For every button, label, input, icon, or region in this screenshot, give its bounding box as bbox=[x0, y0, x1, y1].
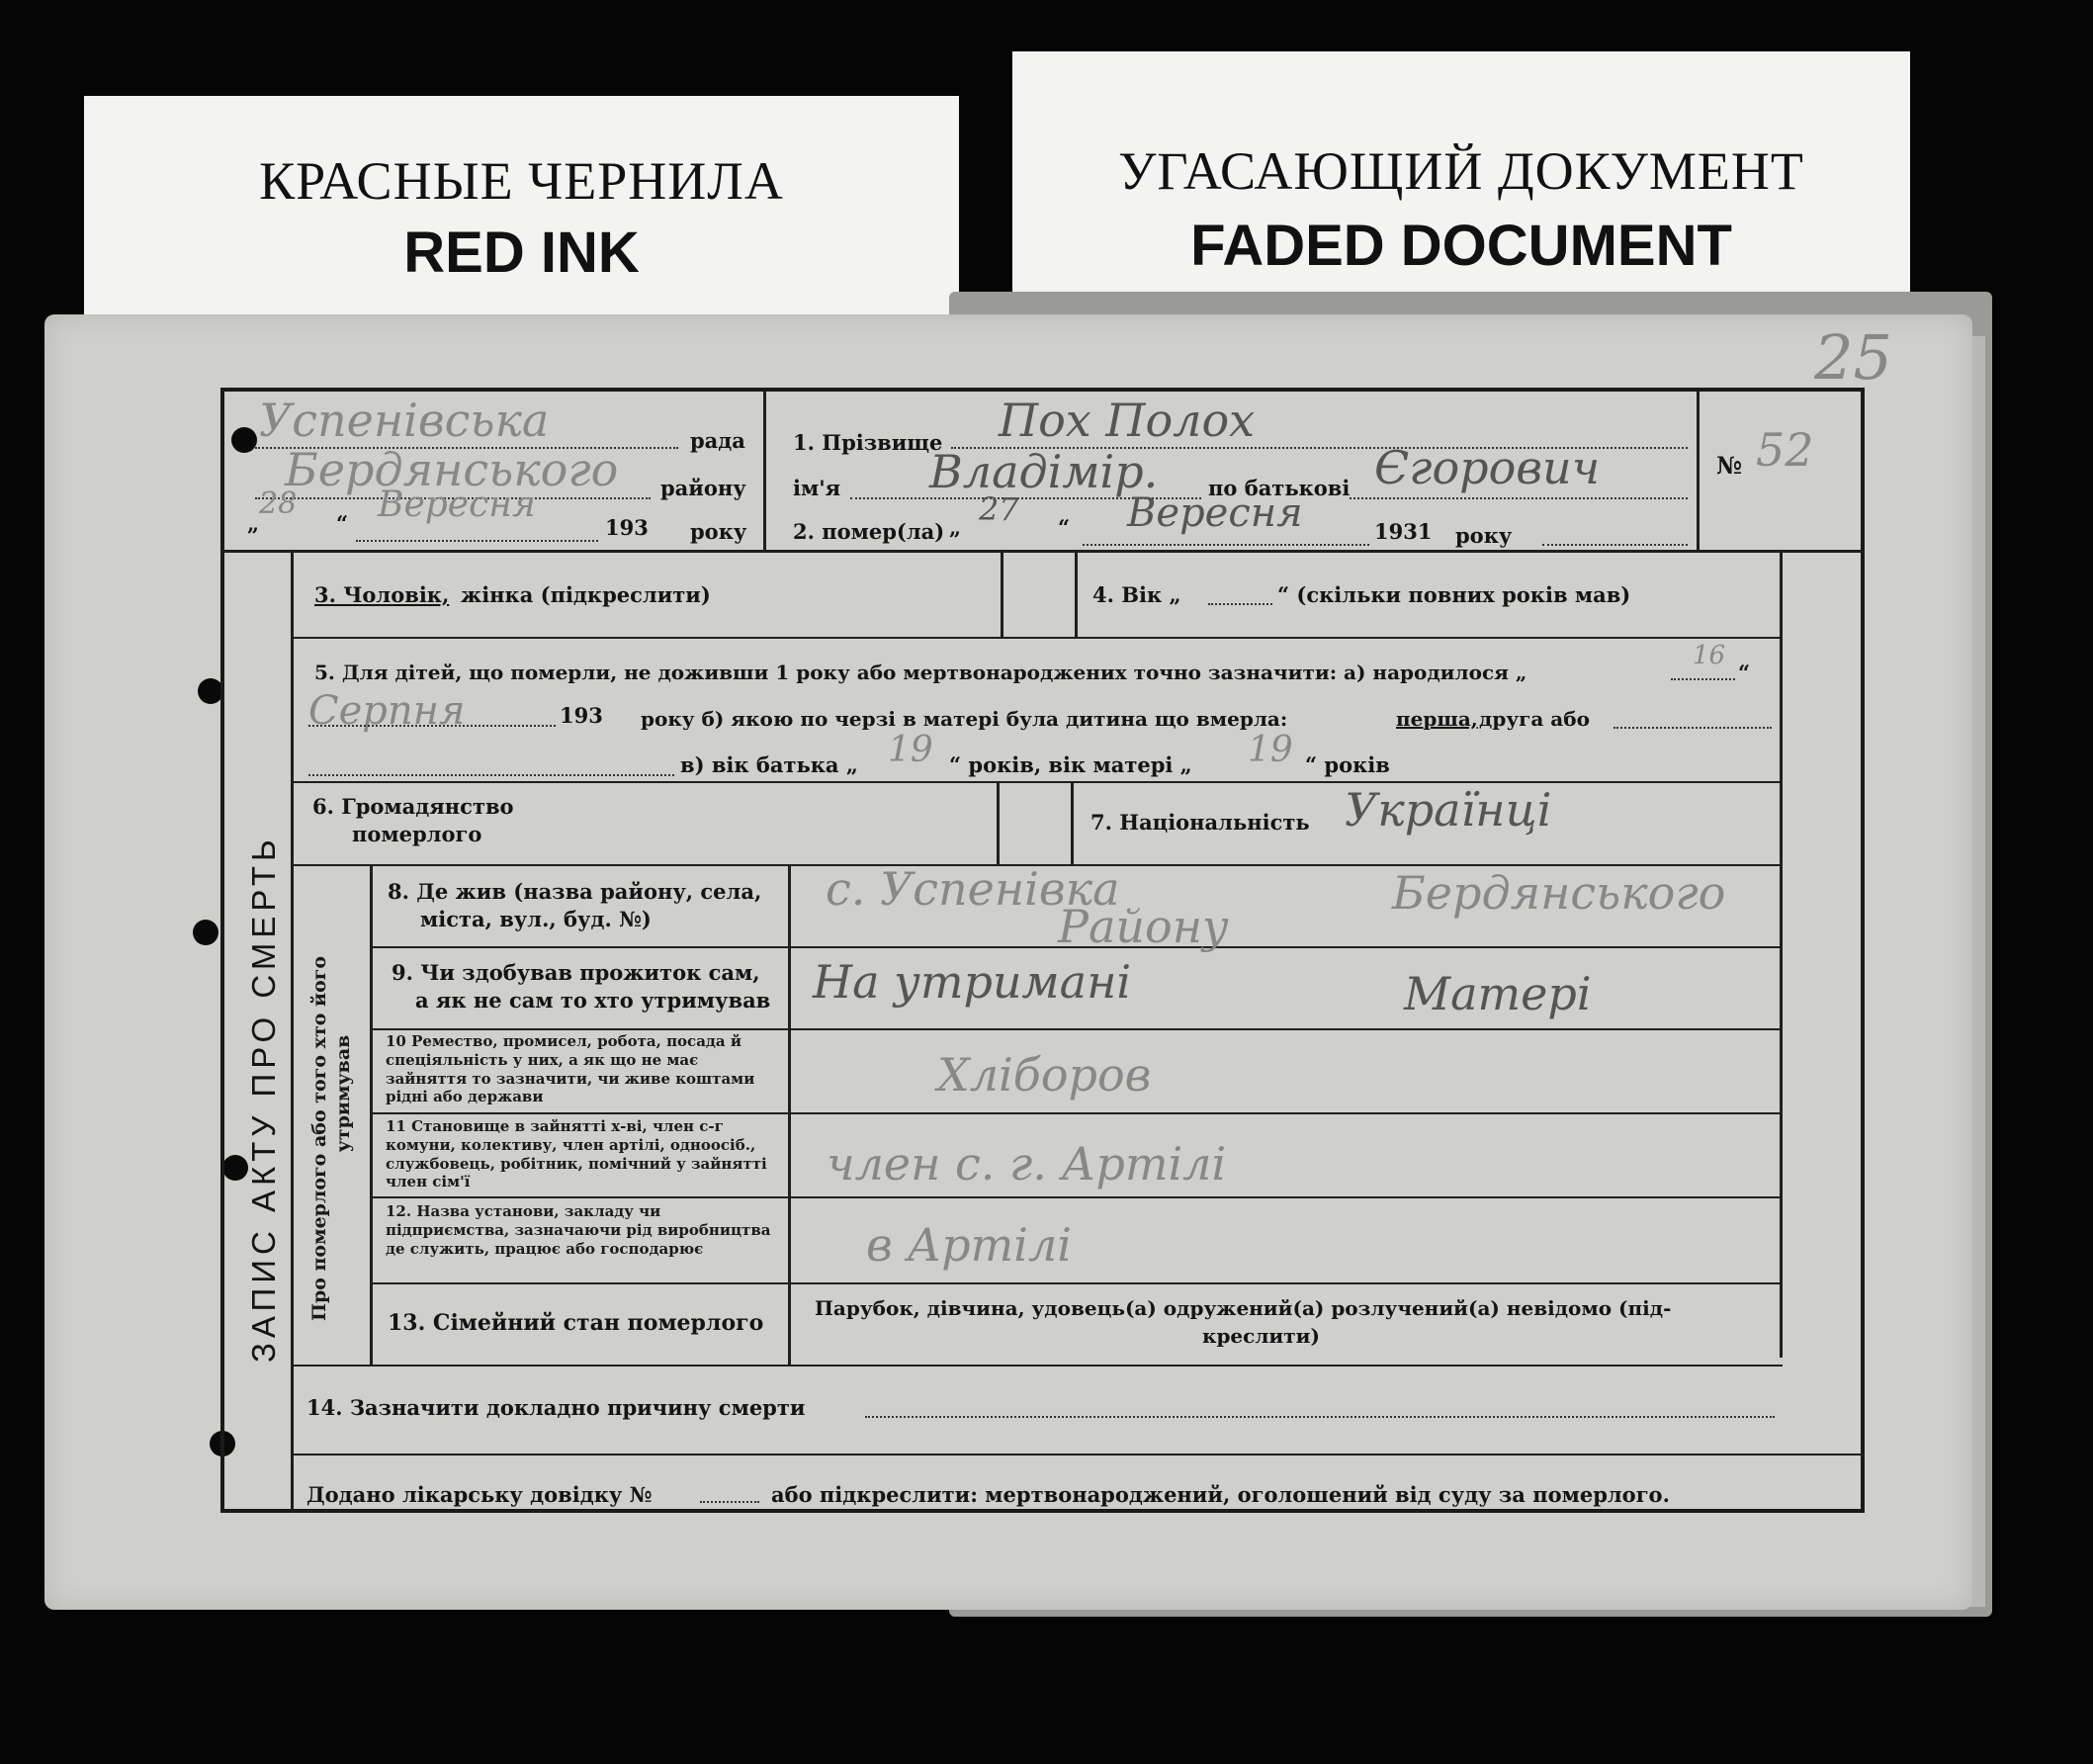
occupation-value: Хліборов bbox=[937, 1048, 1152, 1102]
died-day: 27 bbox=[979, 490, 1019, 528]
record-date-quote-open: „ bbox=[247, 511, 260, 536]
field-11-label: 11 Становище в зайнятті х-ві, член с-г комуни, колективу, член артілі, одноосіб., службовець, робітник, помічний у зайнятті член сім'ї bbox=[386, 1117, 767, 1191]
died-tail-dots bbox=[1542, 544, 1688, 546]
record-date-year-suffix: року bbox=[690, 519, 747, 544]
form-frame bbox=[220, 388, 1865, 1513]
died-year: 1931 bbox=[1374, 519, 1433, 544]
side-label-deceased-b: утримував bbox=[331, 1034, 354, 1153]
side-label-deceased-a: Про померлого або того хто його bbox=[308, 955, 330, 1321]
field-6-label-a: 6. Громадянство bbox=[312, 794, 514, 819]
residence-value-b: Бердянського bbox=[1392, 866, 1726, 920]
record-date-year: 193 bbox=[605, 515, 649, 540]
livelihood-value-a: На утримані bbox=[813, 955, 1132, 1009]
district-value: Бердянського bbox=[285, 443, 619, 496]
field-14-dots bbox=[865, 1416, 1775, 1418]
field-5-first: перша, bbox=[1396, 707, 1478, 731]
number-value: 52 bbox=[1756, 423, 1814, 477]
field-4-label-b: “ (скільки повних років мав) bbox=[1277, 582, 1631, 607]
row-3-divider-2 bbox=[1075, 553, 1078, 637]
record-date-day: 28 bbox=[259, 486, 298, 521]
record-date-month: Вересня bbox=[378, 485, 536, 525]
side-title: ЗАПИС АКТУ ПРО СМЕРТЬ bbox=[245, 835, 282, 1363]
field-5-month: Серпня bbox=[308, 688, 466, 734]
field-5-line-3-b: “ років, вік матері „ bbox=[949, 752, 1192, 777]
patronymic-value: Єгорович bbox=[1374, 441, 1601, 494]
side-label-deceased bbox=[308, 866, 356, 1321]
page-number: 25 bbox=[1814, 321, 1892, 394]
died-dots bbox=[1083, 544, 1369, 546]
footer-label-a: Додано лікарську довідку № bbox=[306, 1482, 653, 1507]
livelihood-value-b: Матері bbox=[1404, 967, 1592, 1020]
number-label: № bbox=[1716, 451, 1743, 480]
field-5-day: 16 bbox=[1693, 641, 1726, 670]
faded-document-label-en: FADED DOCUMENT bbox=[1190, 214, 1732, 278]
field-5-line-1: 5. Для дітей, що померли, не доживши 1 року або мертвонароджених точно зазначити: а) народилося „ bbox=[314, 661, 1527, 684]
name-label: ім'я bbox=[793, 476, 841, 500]
field-14-label: 14. Зазначити докладно причину смерти bbox=[306, 1395, 806, 1420]
field-13-options-b: креслити) bbox=[1202, 1324, 1320, 1348]
row-5-bottom bbox=[291, 781, 1783, 783]
row-3-divider bbox=[1001, 553, 1003, 637]
red-ink-label-ru: КРАСНЫЕ ЧЕРНИЛА bbox=[259, 151, 784, 211]
field-5-month-dots bbox=[308, 725, 556, 727]
died-quote-close: “ bbox=[1058, 515, 1071, 540]
row-3-bottom bbox=[291, 637, 1783, 639]
header-divider-1 bbox=[763, 392, 766, 550]
surname-label: 1. Прізвище bbox=[793, 430, 943, 455]
red-ink-label-en: RED INK bbox=[403, 220, 640, 285]
field-4-dots bbox=[1208, 603, 1272, 605]
status-value: член с. г. Артілі bbox=[827, 1137, 1227, 1191]
nationality-value: Українці bbox=[1345, 783, 1552, 837]
inner-right-line bbox=[1780, 553, 1783, 1358]
surname-value: Пох Полох bbox=[999, 394, 1256, 447]
field-10-label: 10 Ремество, промисел, робота, посада й спеціяльність у них, а як що не має зайняття то зазначити, чи живе коштами рідні або держави bbox=[386, 1032, 755, 1106]
binder-hole bbox=[193, 920, 218, 945]
field-7-label: 7. Національність bbox=[1090, 810, 1310, 835]
field-13-options-a: Парубок, дівчина, удовець(а) одружений(а) розлучений(а) невідомо (під- bbox=[815, 1296, 1672, 1320]
field-8-label-b: міста, вул., буд. №) bbox=[420, 907, 652, 931]
district-label: району bbox=[660, 476, 746, 500]
row-12-bottom bbox=[370, 1282, 1783, 1284]
field-5-line-2-end: друга або bbox=[1479, 707, 1590, 731]
row-6-divider bbox=[997, 783, 1000, 864]
record-date-quote-close: “ bbox=[336, 511, 349, 536]
row-13-bottom bbox=[291, 1365, 1783, 1367]
field-5-day-dots bbox=[1671, 678, 1735, 680]
field-13-label: 13. Сімейний стан померлого bbox=[388, 1310, 764, 1336]
patronymic-dots bbox=[1350, 497, 1688, 499]
row-14-bottom bbox=[291, 1454, 1865, 1455]
row-6-divider-2 bbox=[1071, 783, 1074, 864]
record-date-dots bbox=[356, 540, 598, 542]
field-5-line-3-a: в) вік батька „ bbox=[680, 752, 858, 777]
field-5-year: 193 bbox=[560, 703, 603, 728]
faded-document-label-ru: УГАСАЮЩИЙ ДОКУМЕНТ bbox=[1118, 141, 1804, 201]
field-12-label: 12. Назва установи, закладу чи підприємства, зазначаючи рід виробництва де служить, працює або господарює bbox=[386, 1202, 771, 1258]
footer-label-b: або підкреслити: мертвонароджений, оголошений від суду за померлого. bbox=[771, 1482, 1670, 1507]
father-age: 19 bbox=[888, 730, 933, 770]
field-9-label-b: а як не сам то хто утримував bbox=[415, 988, 771, 1013]
faded-document-label bbox=[1012, 51, 1910, 323]
died-label: 2. помер(ла) bbox=[793, 519, 945, 544]
field-5-line-2-dots bbox=[1613, 727, 1772, 729]
name-value: Владімір. bbox=[929, 445, 1159, 498]
inner-left-line bbox=[291, 553, 294, 1513]
patronymic-label: по батькові bbox=[1208, 476, 1351, 500]
field-5-line-2: року б) якою по черзі в матері була дитина що вмерла: bbox=[641, 707, 1288, 731]
rows-8-13-side-line bbox=[370, 866, 373, 1366]
died-year-suffix: року bbox=[1455, 523, 1513, 548]
mother-age: 19 bbox=[1248, 730, 1293, 770]
workplace-value: в Артілі bbox=[866, 1218, 1073, 1272]
residence-value-a: с. Успенівка bbox=[826, 862, 1120, 916]
row-11-bottom bbox=[370, 1196, 1783, 1198]
red-ink-label bbox=[84, 96, 959, 323]
header-bottom-line bbox=[220, 550, 1865, 553]
residence-value-c: Району bbox=[1058, 900, 1229, 953]
field-5-line-3-dots bbox=[308, 774, 674, 776]
field-9-label-a: 9. Чи здобував прожиток сам, bbox=[392, 960, 760, 985]
field-3-label-a: 3. Чоловік, bbox=[314, 582, 450, 607]
field-5-line-1-end: “ bbox=[1738, 661, 1751, 685]
died-month: Вересня bbox=[1127, 490, 1303, 536]
council-value: Успенівська bbox=[259, 394, 550, 447]
field-8-label-a: 8. Де жив (назва району, села, bbox=[388, 879, 762, 904]
died-quote-open: „ bbox=[949, 515, 962, 540]
field-4-label-a: 4. Вік „ bbox=[1092, 582, 1181, 607]
row-10-bottom bbox=[370, 1112, 1783, 1114]
council-label: рада bbox=[690, 428, 745, 453]
field-3-label-b: жінка (підкреслити) bbox=[461, 582, 711, 607]
row-9-bottom bbox=[370, 1028, 1783, 1030]
field-5-line-3-c: “ років bbox=[1305, 752, 1390, 777]
header-divider-2 bbox=[1697, 392, 1700, 550]
rows-8-13-value-line bbox=[788, 866, 791, 1366]
field-6-label-b: померлого bbox=[352, 822, 482, 846]
footer-dots bbox=[700, 1501, 759, 1503]
